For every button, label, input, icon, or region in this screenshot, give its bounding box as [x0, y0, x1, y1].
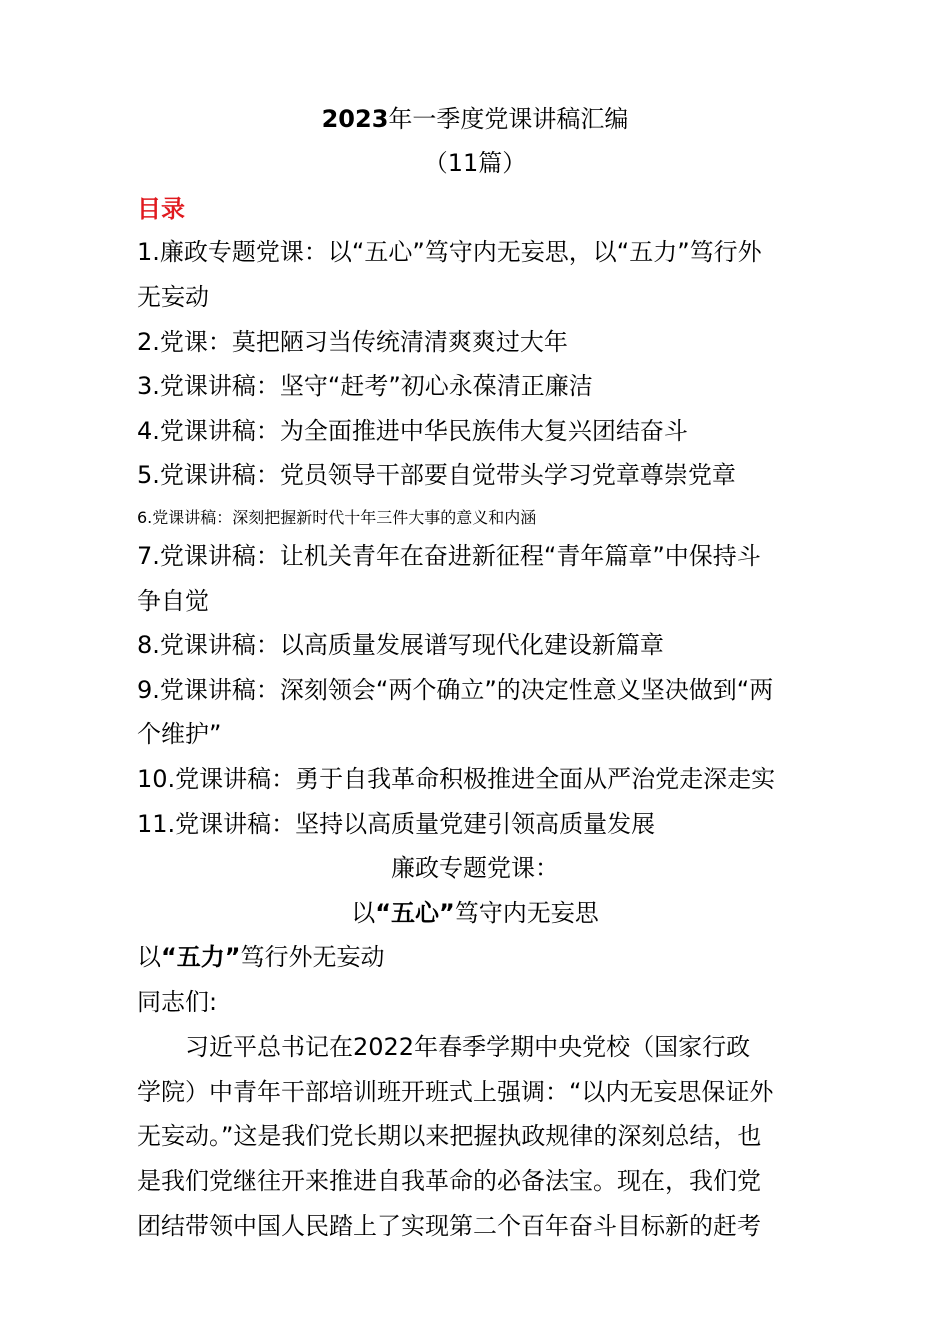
body-line: 习近平总书记在2022年春季学期中央党校（国家行政: [137, 1033, 751, 1061]
title-year: 2023: [321, 105, 389, 133]
toc-item-continued: 争自觉: [137, 587, 209, 615]
body-line: 学院）中青年干部培训班开班式上强调：“以内无妄思保证外: [137, 1078, 774, 1106]
document-title: [0, 104, 950, 134]
article-heading: 廉政专题党课：: [391, 854, 559, 882]
toc-item: 11.党课讲稿：坚持以高质量党建引领高质量发展: [137, 810, 656, 838]
article-subheading: 以“五力”笃行外无妄动: [137, 943, 385, 971]
toc-item: 8.党课讲稿：以高质量发展谱写现代化建设新篇章: [137, 631, 664, 659]
body-line: 是我们党继往开来推进自我革命的必备法宝。现在，我们党: [137, 1167, 761, 1195]
body-line: 无妄动。”这是我们党长期以来把握执政规律的深刻总结，也: [137, 1122, 762, 1150]
toc-item: 5.党课讲稿：党员领导干部要自觉带头学习党章尊崇党章: [137, 461, 736, 489]
toc-item: 9.党课讲稿：深刻领会“两个确立”的决定性意义坚决做到“两: [137, 676, 774, 704]
toc-item: 2.党课：莫把陋习当传统清清爽爽过大年: [137, 328, 568, 356]
toc-item: 10.党课讲稿：勇于自我革命积极推进全面从严治党走深走实: [137, 765, 776, 793]
title-text: 年一季度党课讲稿汇编: [388, 105, 629, 133]
toc-item: 6.党课讲稿：深刻把握新时代十年三件大事的意义和内涵: [137, 508, 537, 527]
body-line: 团结带领中国人民踏上了实现第二个百年奋斗目标新的赶考: [137, 1212, 761, 1240]
toc-item: 4.党课讲稿：为全面推进中华民族伟大复兴团结奋斗: [137, 417, 688, 445]
toc-item: 7.党课讲稿：让机关青年在奋进新征程“青年篇章”中保持斗: [137, 542, 761, 570]
toc-item: 3.党课讲稿：坚守“赶考”初心永葆清正廉洁: [137, 372, 593, 400]
article-greeting: 同志们:: [137, 988, 218, 1016]
toc-item-continued: 无妄动: [137, 283, 209, 311]
article-subheading: 以“五心”笃守内无妄思: [351, 899, 599, 927]
toc-heading: 目录: [137, 195, 185, 223]
document-subtitle: （11篇）: [423, 149, 527, 177]
toc-item: 1.廉政专题党课：以“五心”笃守内无妄思，以“五力”笃行外: [137, 238, 762, 266]
toc-item-continued: 个维护”: [137, 720, 222, 748]
